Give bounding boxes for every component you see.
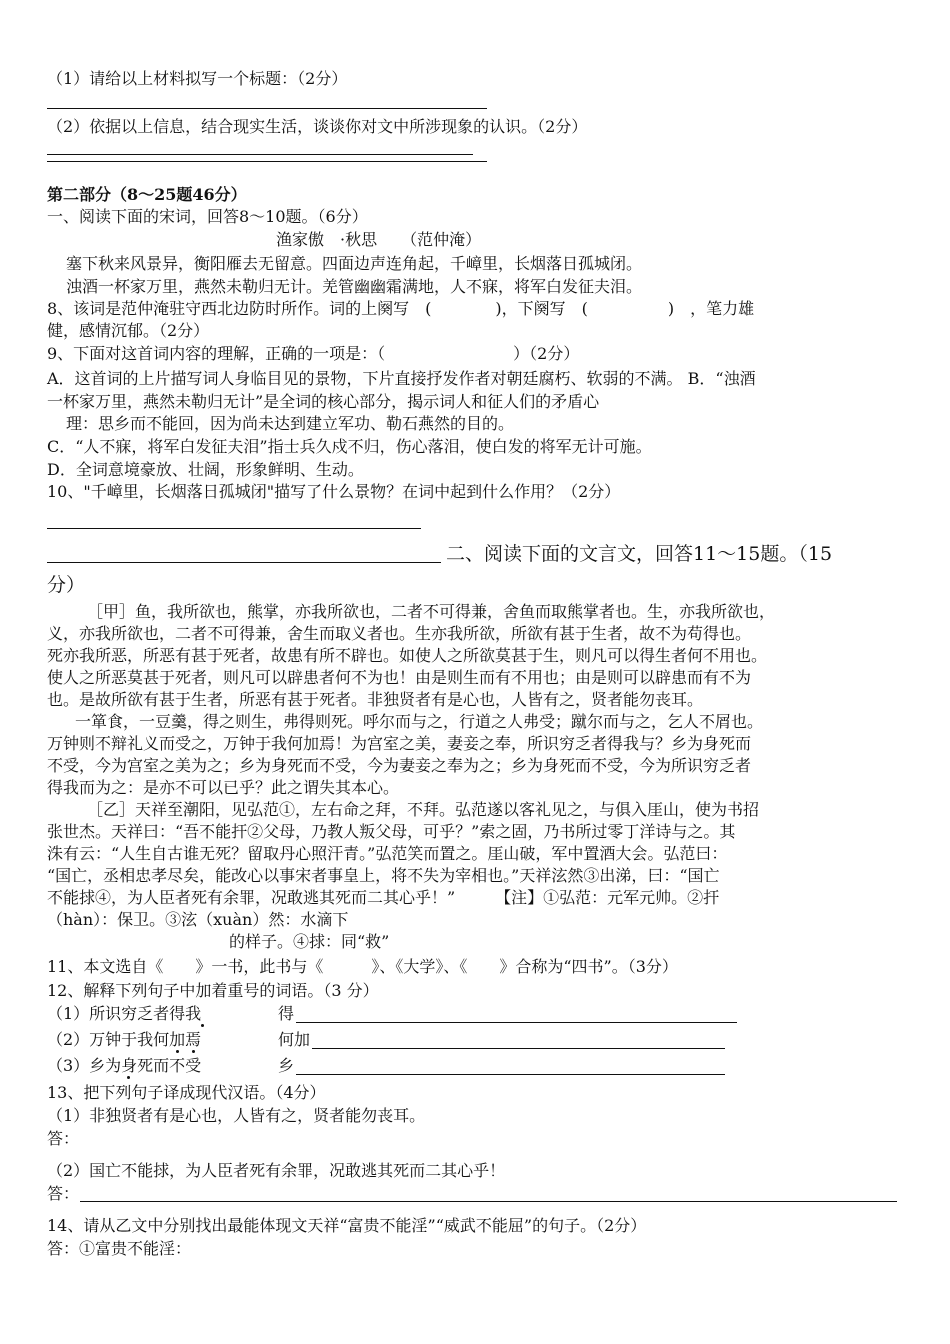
passage-yi-note-cont: 的样子。④捄：同“救” — [229, 932, 390, 951]
passage-yi-line: 洙有云：“人生自古谁无死？留取丹心照汗青。”弘范笑而置之。厓山破，军中置酒大会。弘范曰： — [47, 844, 728, 863]
question-12-word-2: 何加 — [278, 1030, 311, 1049]
question-12-word-1: 得 — [278, 1004, 295, 1023]
question-2-opinion: （2）依据以上信息，结合现实生活，谈谈你对文中所涉现象的认识。（2分） — [47, 117, 588, 136]
option-a: A．这首词的上片描写词人身临目见的景物，下片直接抒发作者对朝廷腐朽、软弱的不满。 B．“浊酒 — [47, 369, 756, 388]
section-two-heading-cont: 分） — [47, 574, 86, 596]
question-1-title: （1）请给以上材料拟写一个标题：（2分） — [47, 69, 348, 88]
question-10: 10、"千嶂里，长烟落日孤城闭"描写了什么景物？在词中起到什么作用？（2分） — [47, 482, 621, 501]
option-b-cont: 理：思乡而不能回，因为尚未达到建立军功、勒石燕然的目的。 — [66, 414, 515, 433]
passage-yi-line: 不能捄④，为人臣者死有余罪，况敢逃其死而二其心乎！” 【注】①弘范：元军元帅。②扞 — [47, 888, 720, 907]
question-14-answer-1: 答：①富贵不能淫： — [47, 1239, 192, 1258]
answer-label: 答： — [47, 1184, 80, 1203]
passage-jia-line: 死亦我所恶，所恶有甚于死者，故患有所不辟也。如使人之所欲莫甚于生，则凡可以得生者何不用也。 — [47, 646, 768, 665]
question-14: 14、请从乙文中分别找出最能体现文天祥“富贵不能淫”“威武不能屈”的句子。（2分） — [47, 1216, 647, 1235]
poem-line-1: 塞下秋来风景异，衡阳雁去无留意。四面边声连角起，千嶂里，长烟落日孤城闭。 — [66, 254, 643, 273]
question-13: 13、把下列句子译成现代汉语。（4分） — [47, 1083, 326, 1102]
passage-jia-line: 万钟则不辩礼义而受之，万钟于我何加焉！为宫室之美，妻妾之奉，所识穷乏者得我与？乡为身死而 — [47, 734, 752, 753]
passage-jia-line: 不受，今为宫室之美为之；乡为身死而不受，今为妻妾之奉为之；乡为身死而不受，今为所识穷乏者 — [47, 756, 752, 775]
emphasis-dot — [176, 1050, 179, 1053]
emphasis-dot — [192, 1050, 195, 1053]
option-c: C．“人不寐，将军白发征夫泪”指士兵久戍不归，伤心落泪，使白发的将军无计可施。 — [47, 437, 652, 456]
answer-line — [47, 154, 473, 155]
emphasis-dot — [127, 1076, 130, 1079]
passage-jia-line: 一箪食，一豆羹，得之则生，弗得则死。呼尔而与之，行道之人弗受；蹴尔而与之，乞人不屑也。 — [75, 712, 764, 731]
question-12-item-2: （2）万钟于我何加焉 — [47, 1030, 202, 1049]
answer-label: 答： — [47, 1129, 80, 1148]
question-13-item-1: （1）非独贤者有是心也，人皆有之，贤者能勿丧耳。 — [47, 1106, 426, 1125]
question-8: 8、该词是范仲淹驻守西北边防时所作。词的上阕写 ( )，下阕写 ( ) ，笔力雄 — [47, 299, 755, 318]
passage-jia-line: 使人之所恶莫甚于死者，则凡可以辟患者何不为也！由是则生而有不用也；由是则可以辟患而有不为 — [47, 668, 752, 687]
answer-line — [47, 562, 441, 563]
passage-yi-line: “国亡，丞相忠孝尽矣，能改心以事宋者事皇上，将不失为宰相也。”天祥泫然③出涕，曰：“国亡 — [47, 866, 720, 885]
section-two-heading: 二、阅读下面的文言文，回答11～15题。（15 — [446, 543, 833, 565]
poem-title: 渔家傲 ·秋思 （范仲淹） — [276, 230, 482, 249]
part-two-heading: 第二部分（8～25题46分） — [47, 185, 247, 204]
answer-line — [47, 161, 487, 162]
passage-jia-line: ［甲］鱼，我所欲也，熊掌，亦我所欲也，二者不可得兼，舍鱼而取熊掌者也。生，亦我所欲也， — [87, 602, 776, 621]
section-one-heading: 一、阅读下面的宋词，回答8～10题。（6分） — [47, 207, 368, 226]
question-8-cont: 健，感情沉郁。（2分） — [47, 321, 210, 340]
answer-line — [296, 1022, 737, 1023]
answer-line — [312, 1048, 725, 1049]
answer-line — [80, 1201, 897, 1202]
poem-line-2: 浊酒一杯家万里，燕然未勒归无计。羌管幽幽霜满地，人不寐，将军白发征夫泪。 — [66, 277, 643, 296]
passage-yi-line: 张世杰。天祥曰：“吾不能扞②父母，乃教人叛父母，可乎？”索之固，乃书所过零丁洋诗与之。其 — [47, 822, 736, 841]
option-d: D．全词意境豪放、壮阔，形象鲜明、生动。 — [47, 460, 364, 479]
question-12-word-3: 乡 — [278, 1056, 295, 1075]
question-12-item-1: （1）所识穷乏者得我 — [47, 1004, 202, 1023]
question-12: 12、解释下列句子中加着重号的词语。（3 分） — [47, 981, 379, 1000]
passage-yi-note: （hàn）：保卫。③泫（xuàn）然：水滴下 — [47, 910, 349, 929]
passage-jia-line: 也。是故所欲有甚于生者，所恶有甚于死者。非独贤者有是心也，人皆有之，贤者能勿丧耳。 — [47, 690, 704, 709]
answer-line — [47, 528, 421, 529]
emphasis-dot — [201, 1024, 204, 1027]
passage-yi-line: ［乙］天祥至潮阳，见弘范①，左右命之拜，不拜。弘范遂以客礼见之，与俱入厓山，使为书招 — [87, 800, 760, 819]
answer-line — [296, 1074, 725, 1075]
question-13-item-2: （2）国亡不能捄，为人臣者死有余罪，况敢逃其死而二其心乎！ — [47, 1161, 506, 1180]
question-12-item-3: （3）乡为身死而不受 — [47, 1056, 202, 1075]
question-9: 9、下面对这首词内容的理解，正确的一项是：（ ）（2分） — [47, 344, 580, 363]
question-11: 11、本文选自《 》一书，此书与《 》、《大学》、《 》合称为“四书”。（3分） — [47, 957, 678, 976]
passage-jia-line: 义，亦我所欲也，二者不可得兼，舍生而取义者也。生亦我所欲，所欲有甚于生者，故不为苟得也。 — [47, 624, 752, 643]
passage-jia-line: 得我而为之：是亦不可以已乎？此之谓失其本心。 — [47, 778, 400, 797]
answer-line — [47, 108, 487, 109]
option-b: 一杯家万里，燕然未勒归无计”是全词的核心部分，揭示词人和征人们的矛盾心 — [47, 392, 600, 411]
